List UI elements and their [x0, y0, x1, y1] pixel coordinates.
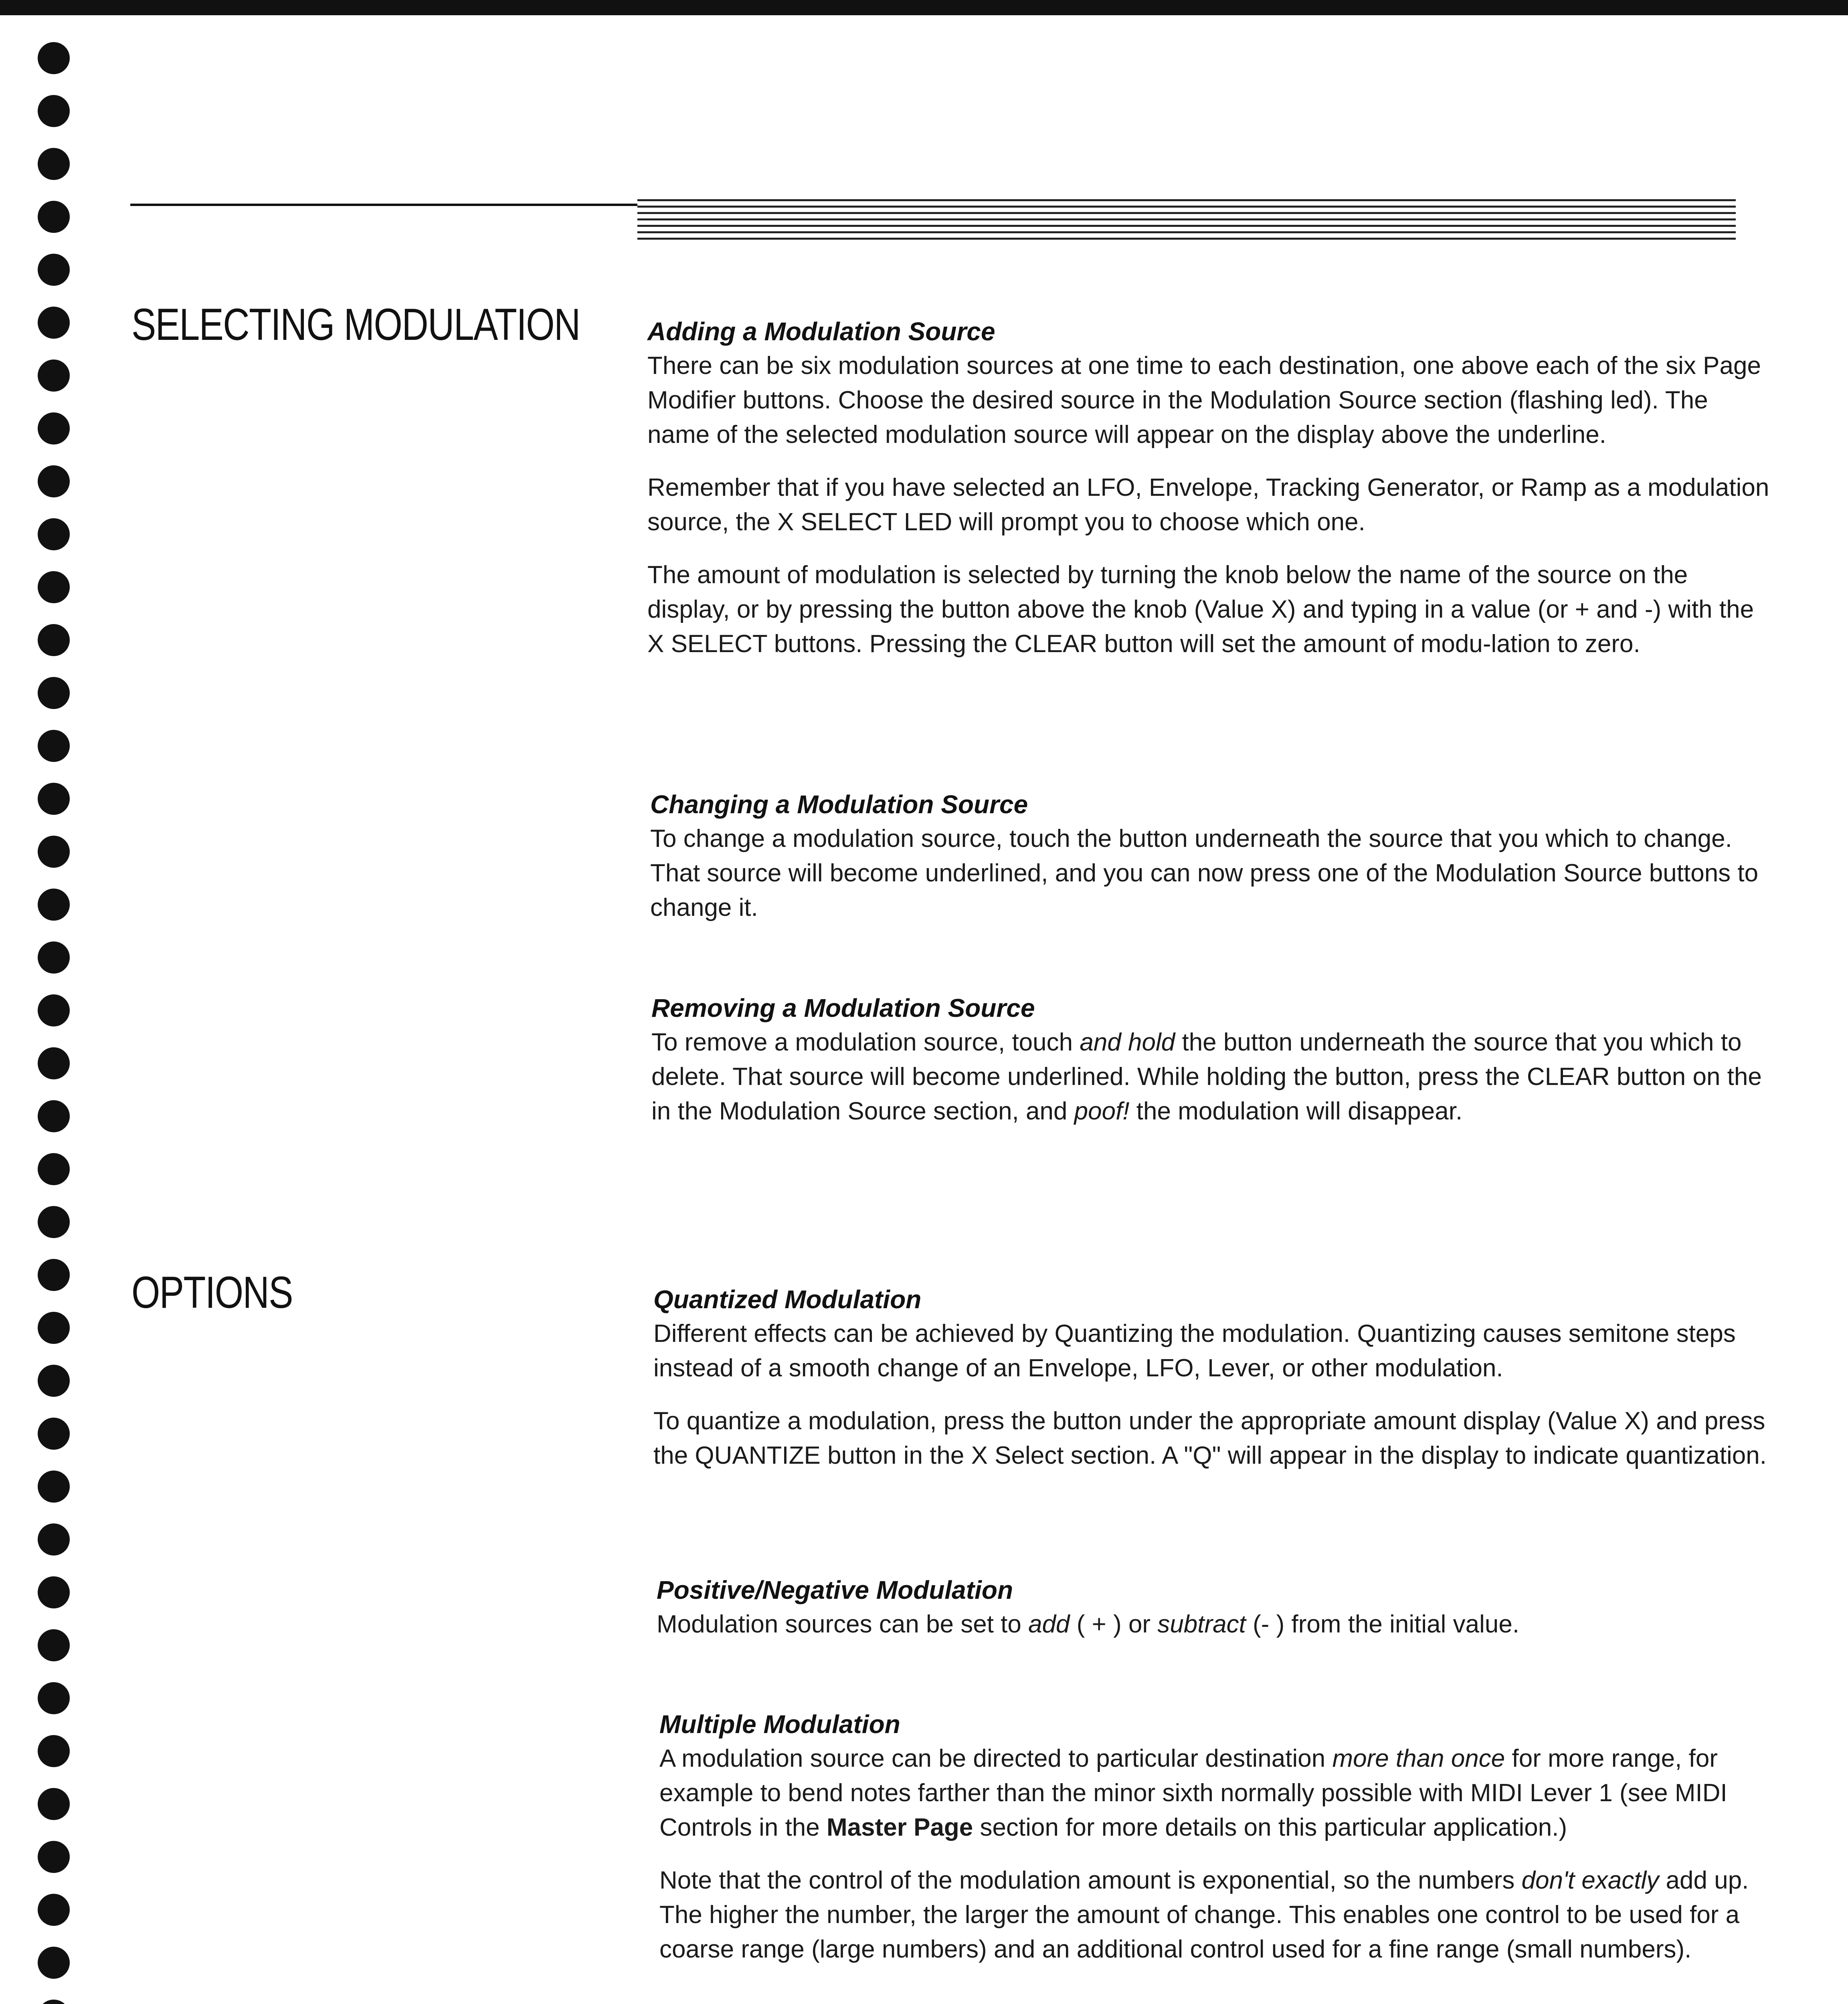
- subsection-title: Changing a Modulation Source: [650, 790, 1028, 819]
- binder-hole: [38, 1312, 70, 1344]
- scan-top-edge: [0, 0, 1848, 15]
- binder-hole: [38, 1576, 70, 1608]
- subsection-title: Adding a Modulation Source: [647, 317, 995, 346]
- section-heading-selecting-modulation: SELECTING MODULATION: [131, 299, 580, 349]
- paragraph: To change a modulation source, touch the button underneath the source that you which to change. That source will become underlined, and you can now press one of the Modulation Source buttons to change it.: [650, 825, 1759, 921]
- binder-hole: [38, 624, 70, 656]
- binder-hole: [38, 730, 70, 762]
- paragraph: Different effects can be achieved by Quantizing the modulation. Quantizing causes semitone steps instead of a smooth change of an Envelope, LFO, Lever, or other modulation.: [653, 1320, 1736, 1382]
- binder-hole: [38, 1682, 70, 1714]
- binder-hole: [38, 1047, 70, 1079]
- binder-hole: [38, 254, 70, 286]
- paragraph: Note that the control of the modulation amount is exponential, so the numbers don't exactly add up. The higher the number, the larger the amount of change. This enables one control to be used for a coarse range (large numbers) and an additional control used for a fine range (small numbers).: [659, 1867, 1749, 1963]
- binder-holes: [0, 0, 104, 2004]
- paragraph: There can be six modulation sources at one time to each destination, one above each of the six Page Modifier buttons. Choose the desired source in the Modulation Source section (flashing led). The name of the selected modulation source will appear on the display above the underline.: [647, 352, 1761, 448]
- binder-hole: [38, 2000, 70, 2004]
- binder-hole: [38, 360, 70, 392]
- paragraph: A modulation source can be directed to particular destination more than once for more range, for example to bend notes farther than the minor sixth normally possible with MIDI Lever 1 (see MIDI Controls in the Master Page section for more details on this particular application.): [659, 1745, 1727, 1841]
- binder-hole: [38, 1947, 70, 1979]
- binder-hole: [38, 1100, 70, 1132]
- binder-hole: [38, 465, 70, 497]
- binder-hole: [38, 42, 70, 74]
- binder-hole: [38, 1259, 70, 1291]
- binder-hole: [38, 518, 70, 550]
- binder-hole: [38, 1471, 70, 1503]
- subsection-quantized: [653, 1285, 1776, 1473]
- subsection-title: Multiple Modulation: [659, 1710, 900, 1739]
- subsection-removing-source: [651, 993, 1774, 1129]
- header-rule: [130, 204, 637, 206]
- binder-hole: [38, 1629, 70, 1661]
- binder-hole: [38, 1206, 70, 1238]
- binder-hole: [38, 941, 70, 974]
- paragraph: Remember that if you have selected an LFO, Envelope, Tracking Generator, or Ramp as a modulation source, the X SELECT LED will prompt you to choose which one.: [647, 474, 1769, 536]
- binder-hole: [38, 1841, 70, 1873]
- binder-hole: [38, 783, 70, 815]
- binder-hole: [38, 1153, 70, 1185]
- binder-hole: [38, 677, 70, 709]
- subsection-adding-source: [647, 317, 1770, 661]
- binder-hole: [38, 95, 70, 127]
- subsection-title: Removing a Modulation Source: [651, 994, 1035, 1022]
- binder-hole: [38, 1735, 70, 1767]
- binder-hole: [38, 412, 70, 444]
- binder-hole: [38, 1894, 70, 1926]
- binder-hole: [38, 836, 70, 868]
- binder-hole: [38, 1365, 70, 1397]
- paragraph: Modulation sources can be set to add ( + ) or subtract (- ) from the initial value.: [657, 1610, 1520, 1638]
- subsection-changing-source: [650, 790, 1773, 925]
- binder-hole: [38, 1788, 70, 1820]
- binder-hole: [38, 1418, 70, 1450]
- subsection-positive-negative: [657, 1575, 1779, 1642]
- binder-hole: [38, 148, 70, 180]
- binder-hole: [38, 571, 70, 603]
- binder-hole: [38, 889, 70, 921]
- binder-hole: [38, 307, 70, 339]
- binder-hole: [38, 201, 70, 233]
- paragraph: The amount of modulation is selected by turning the knob below the name of the source on the display, or by pressing the button above the knob (Value X) and typing in a value (or + and -) with the X SELECT buttons. Pressing the CLEAR button will set the amount of modu-lation to zero.: [647, 561, 1754, 658]
- header-rule-block: [637, 199, 1736, 242]
- paragraph: To quantize a modulation, press the button under the appropriate amount display (Value X) and press the QUANTIZE button in the X Select section. A "Q" will appear in the display to indicate quantization.: [653, 1407, 1767, 1469]
- subsection-title: Positive/Negative Modulation: [657, 1576, 1013, 1604]
- subsection-title: Quantized Modulation: [653, 1285, 922, 1314]
- subsection-multiple: [659, 1709, 1782, 1967]
- binder-hole: [38, 994, 70, 1026]
- binder-hole: [38, 1523, 70, 1556]
- paragraph: To remove a modulation source, touch and hold the button underneath the source that you which to delete. That source will become underlined. While holding the button, press the CLEAR button on the in the Modulation Source section, and poof! the modulation will disappear.: [651, 1028, 1762, 1125]
- section-heading-options: OPTIONS: [131, 1267, 293, 1317]
